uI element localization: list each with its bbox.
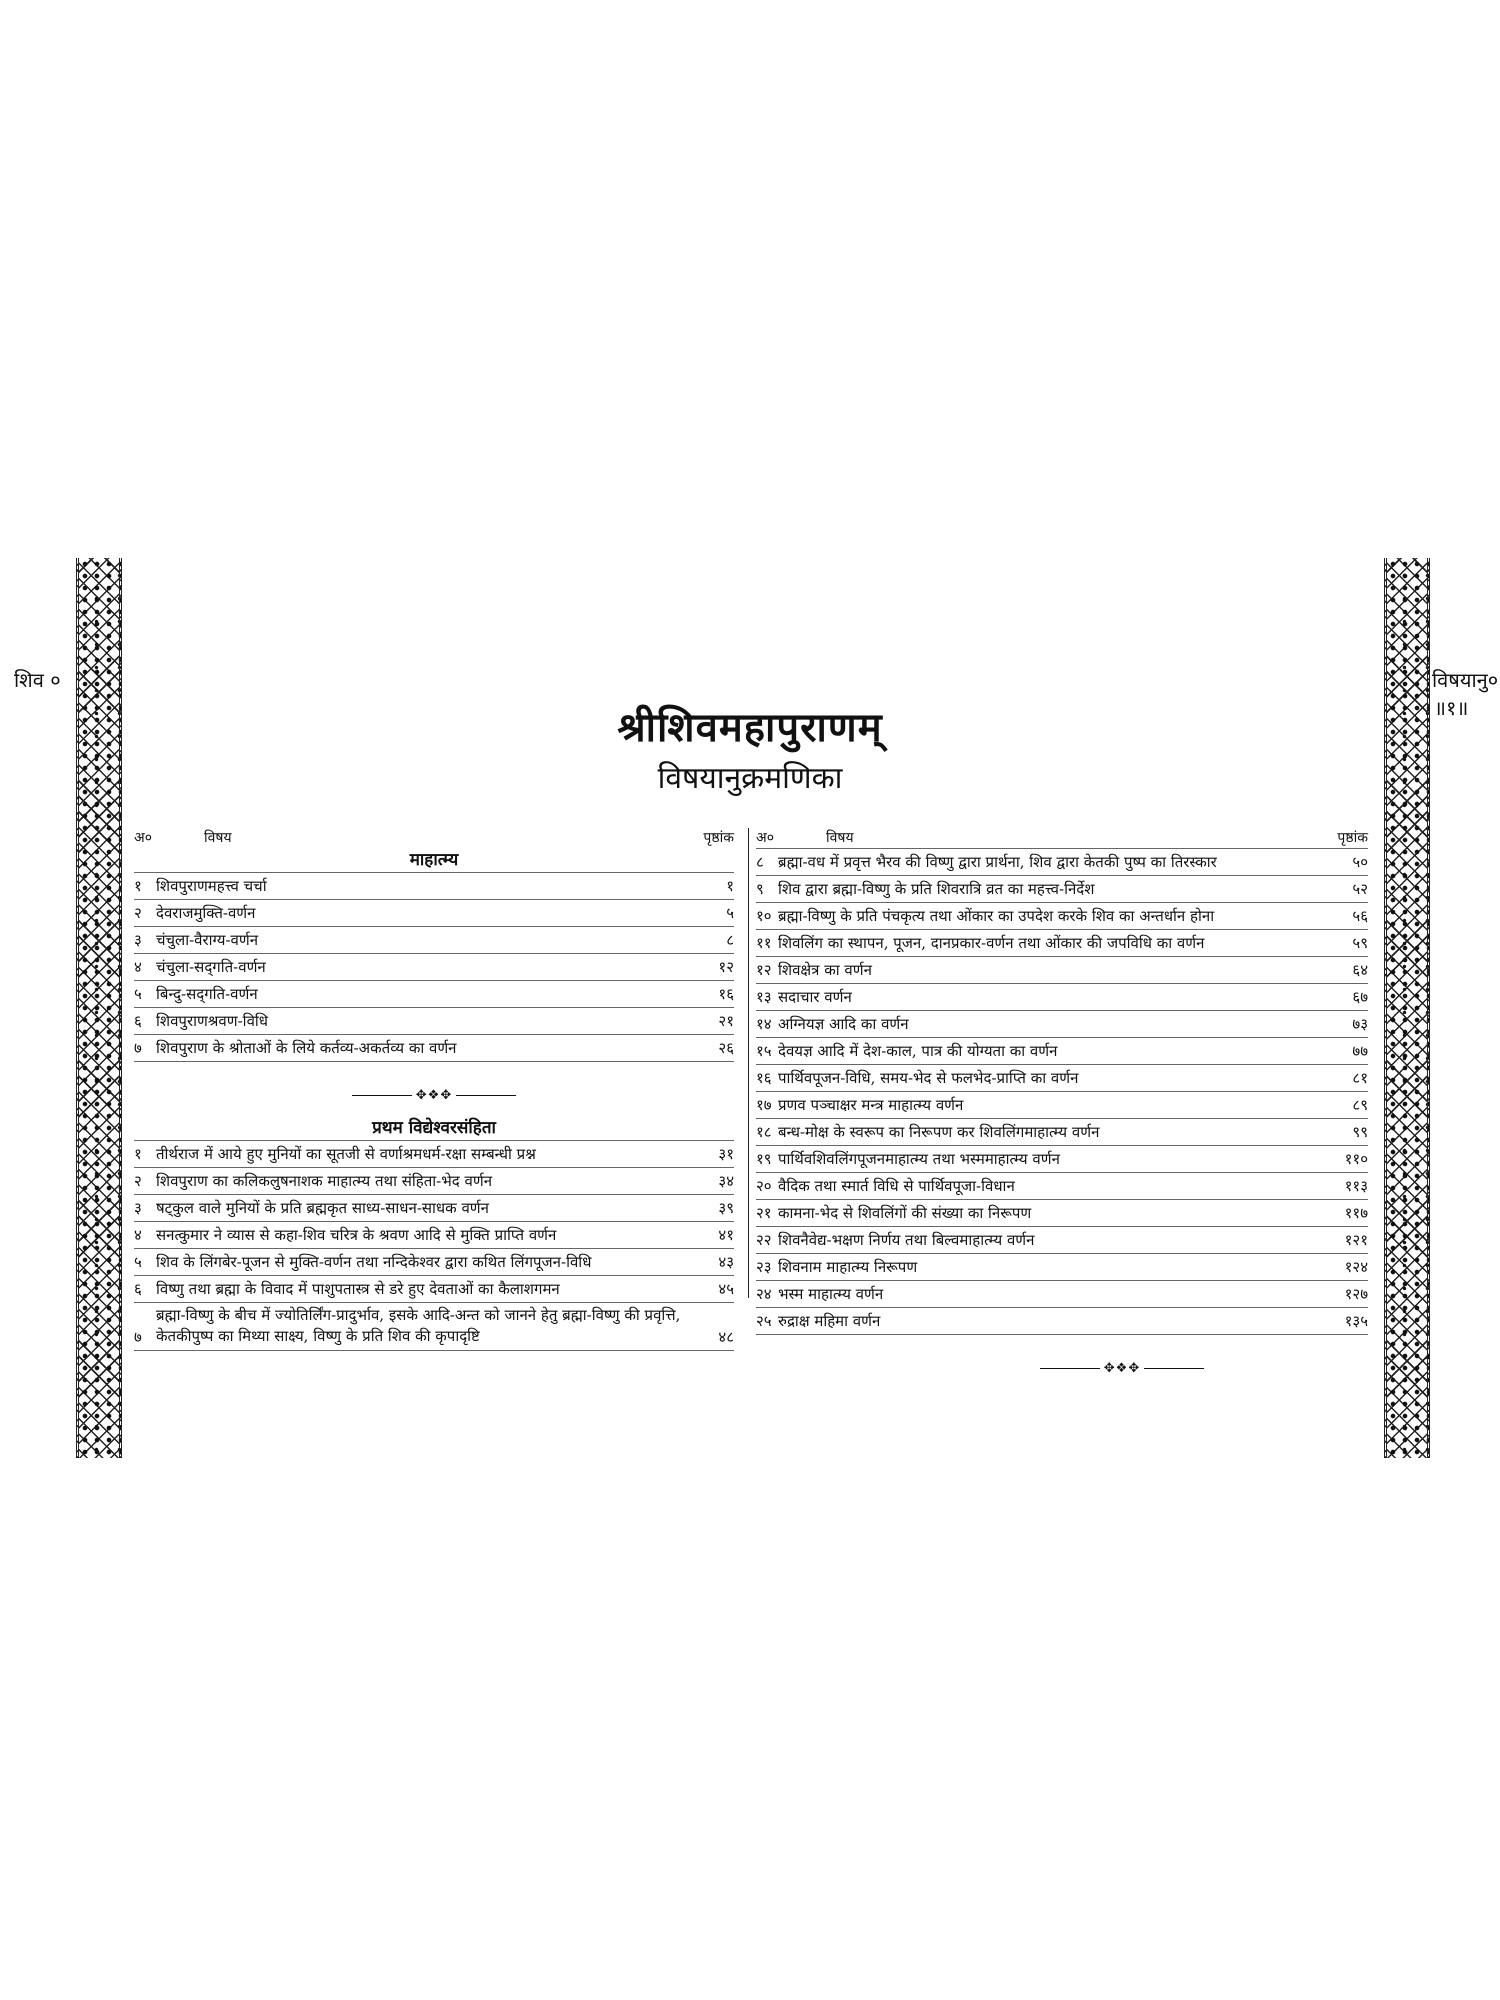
- entry-number: ११: [756, 934, 772, 952]
- entry-number: ५: [134, 985, 142, 1003]
- entry-number: ९: [756, 880, 764, 898]
- toc-entry: [756, 1092, 1368, 1119]
- entry-page: ७७: [1352, 1042, 1368, 1060]
- entry-page: ६४: [1352, 961, 1368, 979]
- toc-entry: [756, 1227, 1368, 1254]
- toc-entry: [756, 957, 1368, 984]
- entry-page: १२७: [1344, 1285, 1368, 1303]
- toc-entry: [134, 900, 734, 927]
- entry-page: ११०: [1344, 1150, 1368, 1168]
- column-divider: [748, 828, 749, 1298]
- entry-title: शिवलिंग का स्थापन, पूजन, दानप्रकार-वर्णन तथा ओंकार की जपविधि का वर्णन: [778, 933, 1205, 952]
- header-number: अ०: [756, 829, 774, 846]
- entry-page: ४१: [718, 1226, 734, 1244]
- entry-number: १८: [756, 1123, 772, 1141]
- entry-number: १७: [756, 1096, 772, 1114]
- ornament-divider: ✥❖✥: [876, 1353, 1368, 1383]
- ornament-divider: ✥❖✥: [134, 1080, 734, 1110]
- entry-title: ब्रह्मा-विष्णु के प्रति पंचकृत्य तथा ओंकार का उपदेश करके शिव का अन्तर्धान होना: [778, 906, 1215, 925]
- entry-page: १२४: [1344, 1258, 1368, 1276]
- toc-entry: [134, 1276, 734, 1303]
- toc-entry: [134, 1222, 734, 1249]
- entry-title: बिन्दु-सद्‌गति-वर्णन: [156, 984, 258, 1003]
- toc-entry: [134, 954, 734, 981]
- toc-entry: [756, 1146, 1368, 1173]
- entry-number: २०: [756, 1177, 772, 1195]
- entry-number: १: [134, 1145, 142, 1163]
- toc-entry: [134, 1008, 734, 1035]
- entry-number: ६: [134, 1280, 142, 1298]
- toc-entry: [756, 848, 1368, 876]
- entry-number: १३: [756, 988, 772, 1006]
- column-header: [134, 826, 734, 848]
- margin-label-left: शिव ०: [14, 668, 61, 692]
- entry-number: ७: [134, 1039, 142, 1057]
- toc-entry: [756, 1038, 1368, 1065]
- toc-entry: [756, 1254, 1368, 1281]
- toc-entry: [756, 1011, 1368, 1038]
- toc-entry: [756, 1281, 1368, 1308]
- entry-number: २: [134, 1172, 142, 1190]
- entry-title: शिवनाम माहात्म्य निरूपण: [778, 1257, 918, 1276]
- entry-number: ४: [134, 1226, 142, 1244]
- toc-entry: [756, 876, 1368, 903]
- entry-title: शिवक्षेत्र का वर्णन: [778, 960, 872, 979]
- entry-title: रुद्राक्ष महिमा वर्णन: [778, 1311, 881, 1330]
- entry-title: विष्णु तथा ब्रह्मा के विवाद में पाशुपतास्त्र से डरे हुए देवताओं का कैलाशगमन: [156, 1279, 560, 1298]
- entry-title: भस्म माहात्म्य वर्णन: [778, 1284, 884, 1303]
- toc-entry: [134, 981, 734, 1008]
- entry-page: १२१: [1344, 1231, 1368, 1249]
- entry-title: तीर्थराज में आये हुए मुनियों का सूतजी से वर्णाश्रमधर्म-रक्षा सम्बन्धी प्रश्न: [156, 1144, 536, 1163]
- entry-number: १४: [756, 1015, 772, 1033]
- header-subject: विषय: [826, 829, 854, 846]
- toc-entry: [756, 1308, 1368, 1335]
- entry-title: सदाचार वर्णन: [778, 987, 852, 1006]
- toc-entry: [756, 1200, 1368, 1227]
- entry-number: ५: [134, 1253, 142, 1271]
- toc-entry: [756, 1065, 1368, 1092]
- header-subject: विषय: [204, 829, 232, 846]
- entry-number: २२: [756, 1231, 772, 1249]
- entry-page: ५२: [1352, 880, 1368, 898]
- entry-title: वैदिक तथा स्मार्त विधि से पार्थिवपूजा-विधान: [778, 1176, 1015, 1195]
- column-header: [756, 826, 1368, 848]
- entry-title: प्रणव पञ्चाक्षर मन्त्र माहात्म्य वर्णन: [778, 1095, 964, 1114]
- entry-number: १६: [756, 1069, 772, 1087]
- entry-page: ६७: [1352, 988, 1368, 1006]
- toc-entry: [134, 1303, 734, 1351]
- entry-title: चंचुला-वैराग्य-वर्णन: [156, 930, 259, 949]
- entry-number: १९: [756, 1150, 772, 1168]
- toc-entry: [134, 1140, 734, 1168]
- entry-title: देवयज्ञ आदि में देश-काल, पात्र की योग्यता का वर्णन: [778, 1041, 1058, 1060]
- entry-page: २६: [718, 1039, 734, 1057]
- entry-title: चंचुला-सद्‌गति-वर्णन: [156, 957, 266, 976]
- entry-page: ११७: [1344, 1204, 1368, 1222]
- entry-page: ५: [726, 904, 734, 922]
- toc-right-column: [756, 826, 1368, 1383]
- entry-title: अग्नियज्ञ आदि का वर्णन: [778, 1014, 909, 1033]
- entry-title: शिवपुराणश्रवण-विधि: [156, 1011, 269, 1030]
- entry-title: शिव के लिंगबेर-पूजन से मुक्ति-वर्णन तथा नन्दिकेश्वर द्वारा कथित लिंगपूजन-विधि: [156, 1252, 592, 1271]
- toc-entry: [134, 927, 734, 954]
- entry-title: पार्थिवपूजन-विधि, समय-भेद से फलभेद-प्राप्ति का वर्णन: [778, 1068, 1079, 1087]
- toc-list-vidyeshwar: [134, 1140, 734, 1351]
- entry-page: २१: [718, 1012, 734, 1030]
- toc-entry: [756, 984, 1368, 1011]
- entry-number: २४: [756, 1285, 772, 1303]
- entry-number: ७: [134, 1328, 142, 1346]
- entry-title: ब्रह्मा-वध में प्रवृत्त भैरव की विष्णु द्वारा प्रार्थना, शिव द्वारा केतकी पुष्प का तिरस्कार: [778, 852, 1217, 871]
- entry-number: १०: [756, 907, 772, 925]
- entry-number: १: [134, 877, 142, 895]
- entry-page: १२: [718, 958, 734, 976]
- header-page: पृष्ठांक: [1337, 829, 1368, 846]
- entry-page: ३९: [718, 1199, 734, 1217]
- entry-title: शिवपुराण के श्रोताओं के लिये कर्तव्य-अकर्तव्य का वर्णन: [156, 1038, 457, 1057]
- entry-number: ६: [134, 1012, 142, 1030]
- entry-page: ५६: [1352, 907, 1368, 925]
- entry-page: ११३: [1344, 1177, 1368, 1195]
- entry-number: ४: [134, 958, 142, 976]
- entry-title: शिवपुराणमहत्त्व चर्चा: [156, 876, 267, 895]
- header-page: पृष्ठांक: [703, 829, 734, 846]
- entry-page: ४३: [718, 1253, 734, 1271]
- entry-title: पार्थिवशिवलिंगपूजनमाहात्म्य तथा भस्ममाहात्म्य वर्णन: [778, 1149, 1060, 1168]
- entry-title: शिवपुराण का कलिकलुषनाशक माहात्म्य तथा संहिता-भेद वर्णन: [156, 1171, 493, 1190]
- entry-title: शिव द्वारा ब्रह्मा-विष्णु के प्रति शिवरात्रि व्रत का महत्त्व-निर्देश: [778, 879, 1095, 898]
- entry-page: ८: [726, 931, 734, 949]
- entry-number: ३: [134, 1199, 142, 1217]
- entry-page: १३५: [1344, 1312, 1368, 1330]
- entry-title: शिवनैवेद्य-भक्षण निर्णय तथा बिल्वमाहात्म्य वर्णन: [778, 1230, 1035, 1249]
- decorative-border-right: [1384, 558, 1430, 1458]
- page-title: श्रीशिवमहापुराणम्: [617, 704, 883, 751]
- entry-title: सनत्कुमार ने व्यास से कहा-शिव चरित्र के श्रवण आदि से मुक्ति प्राप्ति वर्णन: [156, 1225, 557, 1244]
- header-number: अ०: [134, 829, 152, 846]
- entry-title: ब्रह्मा-विष्णु के बीच में ज्योतिर्लिंग-प्रादुर्भाव, इसके आदि-अन्त को जानने हेतु ब्रह्मा-विष्णु की प्रवृत्ति, केतकीपुष्प का मिथ्या साक्ष्य, विष्णु के प्रति शिव की कृपादृष्टि: [156, 1306, 681, 1345]
- toc-entry: [134, 1035, 734, 1062]
- entry-number: १२: [756, 961, 772, 979]
- entry-number: १५: [756, 1042, 772, 1060]
- toc-entry: [756, 1173, 1368, 1200]
- entry-number: २: [134, 904, 142, 922]
- entry-title: षट्‌कुल वाले मुनियों के प्रति ब्रह्मकृत साध्य-साधन-साधक वर्णन: [156, 1198, 489, 1217]
- entry-page: ७३: [1352, 1015, 1368, 1033]
- entry-page: ४८: [718, 1328, 734, 1346]
- toc-entry: [134, 1168, 734, 1195]
- entry-number: २३: [756, 1258, 772, 1276]
- toc-entry: [756, 1119, 1368, 1146]
- entry-title: कामना-भेद से शिवलिंगों की संख्या का निरूपण: [778, 1203, 1032, 1222]
- entry-page: ५०: [1352, 853, 1368, 871]
- entry-page: ५९: [1352, 934, 1368, 952]
- section-title-vidyeshwar: प्रथम विद्येश्वरसंहिता: [372, 1118, 496, 1138]
- entry-page: ३४: [718, 1172, 734, 1190]
- entry-number: २५: [756, 1312, 772, 1330]
- entry-number: ३: [134, 931, 142, 949]
- section-title-mahatmya: माहात्म्य: [409, 850, 459, 870]
- entry-number: २१: [756, 1204, 772, 1222]
- margin-label-right: विषयानु०: [1432, 668, 1499, 692]
- toc-entry: [134, 1195, 734, 1222]
- toc-entry: [134, 1249, 734, 1276]
- decorative-border-left: [76, 558, 122, 1458]
- page-subtitle: विषयानुक्रमणिका: [657, 761, 843, 796]
- entry-page: ८९: [1352, 1096, 1368, 1114]
- entry-page: ३१: [718, 1145, 734, 1163]
- entry-title: देवराजमुक्ति-वर्णन: [156, 903, 256, 922]
- entry-page: ९९: [1352, 1123, 1368, 1141]
- toc-entry: [756, 903, 1368, 930]
- entry-page: ८१: [1352, 1069, 1368, 1087]
- toc-list-mahatmya: [134, 872, 734, 1062]
- toc-left-column: [134, 826, 734, 1351]
- entry-number: ८: [756, 853, 764, 871]
- page-number-right: ॥१॥: [1434, 696, 1469, 720]
- entry-page: १: [726, 877, 734, 895]
- entry-page: ४५: [718, 1280, 734, 1298]
- toc-entry: [756, 930, 1368, 957]
- toc-entry: [134, 872, 734, 900]
- entry-title: बन्ध-मोक्ष के स्वरूप का निरूपण कर शिवलिंगमाहात्म्य वर्णन: [778, 1122, 1100, 1141]
- entry-page: १६: [718, 985, 734, 1003]
- toc-list-right: [756, 848, 1368, 1335]
